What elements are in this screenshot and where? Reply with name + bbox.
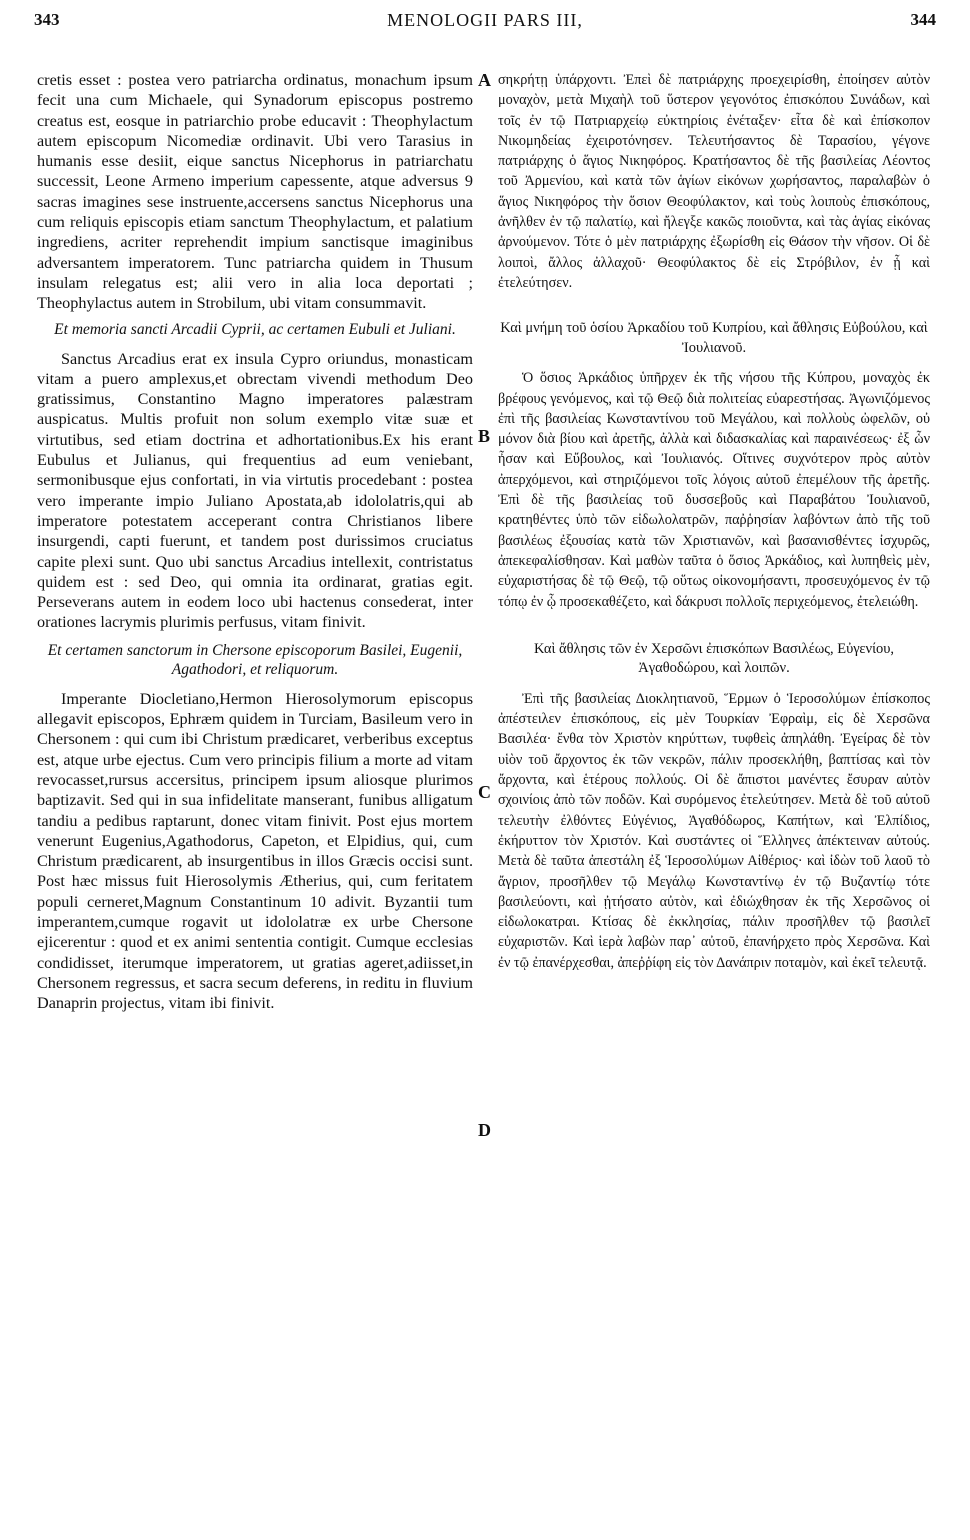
greek-heading-arcadius: Καὶ μνήμη τοῦ ὁσίου Ἀρκαδίου τοῦ Κυπρίου, καὶ ἄθλησις Εὐβούλου, καὶ Ἰουλιανοῦ. (500, 320, 928, 356)
page-number-right: 344 (910, 10, 936, 29)
running-title: MENOLOGII PARS III, (387, 10, 583, 30)
latin-paragraph-2: Sanctus Arcadius erat ex insula Cypro oriundus, monasticam vitam a puero amplexus,et obrectam vivendi methodum Deo gratissimus, Constantino Magno imperatores palæstram auspicatus. Multis profuit non solum exemplo vitæ suæ et virtutibus, sed etiam doctrina et adhortationibus.Ex his erant Eubulus et Julianus, qui frequentius ad eum veniebant, sermonibusque ejus confortati, in via virtutis procedebant : postea vero imperante impio Juliano Apostata,ab idololatris,qui ab imperatore potestatem acceperant contra Christianos libere insurgendi, capti fuerunt, et tandem post durissimos cruciatus capite plexi sunt. Quo ubi sanctus Arcadius intellexit, contristatus quidem est : sed Deo, qui omnia ita ordinarat, gratias egit. Perseverans autem in eodem loco ubi hactenus consederat, inter orationes lacrymis plurimis perfusus, vitam finivit. (37, 349, 473, 632)
latin-heading-arcadius: Et memoria sancti Arcadii Cyprii, ac certamen Eubuli et Juliani. (54, 320, 456, 338)
greek-column (498, 70, 930, 973)
greek-paragraph-2: Ὁ ὅσιος Ἀρκάδιος ὑπῆρχεν ἐκ τῆς νήσου τῆς Κύπρου, μοναχὸς ἐκ βρέφους γενόμενος, καὶ τῷ Θεῷ διὰ πολιτείας εὐαρεστήσας. Ἀγωνιζόμενος ἐπὶ τῆς βασιλείας Κωνσταντίνου τοῦ Μεγάλου, καὶ πολλοὺς ὠφελῶν, οὐ μόνον διὰ βίου καὶ ἀρετῆς, ἀλλὰ καὶ διδασκαλίας καὶ παραινέσεως· ἐξ ὧν ἦσαν καὶ Εὔβουλος, καὶ Ἰουλιανός. Οἵτινες συχνότερον πρὸς αὐτὸν ἀπερχόμενοι, καὶ στηριζόμενοι τοῖς λόγοις αὐτοῦ ἐπεμέλουν τῆς ἀρετῆς. Ἐπὶ δὲ τῆς βασιλείας τοῦ δυσσεβοῦς καὶ Παραβάτου Ἰουλιανοῦ, κρατηθέντες ὑπὸ τῶν εἰδωλολατρῶν, παῤῥησίαν λαβόντων ἀπὸ τῆς τοῦ βασιλέως ἐξουσίας κατὰ τῶν Χριστιανῶν, καὶ βασανισθέντες ἰσχυρῶς, ἀπεκεφαλίσθησαν. Καὶ μαθὼν ταῦτα ὁ ὅσιος Ἀρκάδιος, καὶ λυπηθεὶς μὲν, εὐχαριστήσας δὲ τῷ Θεῷ, τῷ οὕτως οἰκονομήσαντι, προσευχόμενος ἐν τῷ τόπῳ ἐν ᾧ προσεκαθέζετο, καὶ δάκρυσι πολλοῖς περιχεόμενος, ἐτελειώθη. (498, 370, 930, 610)
latin-column (37, 70, 473, 1013)
section-marker-b: B (478, 426, 491, 446)
greek-paragraph-3: Ἐπὶ τῆς βασιλείας Διοκλητιανοῦ, Ἕρμων ὁ Ἱεροσολύμων ἐπίσκοπος ἀπέστειλεν ἐπισκόπους, εἰς μὲν Τουρκίαν Ἐφραὶμ, εἰς δὲ Χερσῶνα Βασιλέα· ἔνθα τὸν Χριστὸν κηρύττων, τυφθεὶς ἀπηλάθη. Ἐγείρας δὲ τὸν υἱὸν τοῦ ἄρχοντος ἐκ τῶν νεκρῶν, πάλιν προσεκλήθη, βαπτίσας καὶ τὸν ἄρχοντα, καὶ ἑτέρους πολλούς. Οἱ δὲ ἄπιστοι μανέντες ἔσυραν αὐτὸν σχοινίοις ἀπὸ τῶν ποδῶν. Καὶ συρόμενος ἐτελεύτησεν. Μετὰ δὲ τοῦ αὐτοῦ τελευτὴν ἐλθόντες Εὐγένιος, Ἀγαθόδωρος, Καπήτων, καὶ Ἐλπίδιος, ἐκήρυττον τὸν Χριστόν. Καὶ συστάντες οἱ Ἕλληνες ἀπέκτειναν αὐτούς. Μετὰ δὲ ταῦτα ἀπεστάλη ἐξ Ἱεροσολύμων Αἰθέριος· καὶ ἰδὼν τοῦ λαοῦ τὸ ἄγριον, προσῆλθεν τῷ Μεγάλῳ Κωνσταντίνῳ ἐν τῷ Βυζαντίῳ τότε βασιλεύοντι, καὶ ᾐτήσατο αὐτὸν, καὶ ἐδιώχθησαν ἐκ τῆς Χερσῶνος οἱ εἰδωλοκατραι. Κτίσας δὲ ἐκκλησίας, πάλιν προσῆλθεν τῷ βασιλεῖ εὐχαριστῶν. Καὶ ἱερὰ λαβὼν παρ᾽ αὐτοῦ, ἐπανήρχετο πρὸς Χερσῶνα. Καὶ ἐν τῷ ἐπανέρχεσθαι, ἀπεῤῥίφη εἰς τὸν Δανάπριν ποταμὸν, καὶ ἐκεῖ τελευτᾷ. (498, 690, 930, 971)
latin-heading-chersone: Et certamen sanctorum in Chersone episcoporum Basilei, Eugenii, Agathodori, et reliquorum. (47, 641, 463, 678)
section-marker-d: D (478, 1120, 491, 1140)
page-number-left: 343 (34, 10, 60, 29)
section-marker-a: A (478, 70, 491, 90)
page-header (34, 10, 936, 40)
section-marker-c: C (478, 782, 491, 802)
greek-heading-chersone: Καὶ ἄθλησις τῶν ἐν Χερσῶνι ἐπισκόπων Βασιλέως, Εὐγενίου, Ἀγαθοδώρου, καὶ λοιπῶν. (533, 640, 895, 677)
latin-paragraph-3: Imperante Diocletiano,Hermon Hierosolymorum episcopus allegavit episcopos, Ephræm quidem in Turciam, Basileum vero in Chersonem : qui cum ibi Christum prædicaret, verberibus exceptus est, atque urbe ejectus. Cum vero principis filium a morte ad vitam revocasset,rursus accersitus, principem ipsum aliosque plurimos baptizavit. Sed qui in sua infidelitate manserant, funibus alligatum tandiu a pedibus raptarunt, donec vitam finivit. Post ejus mortem venerunt Eugenius,Agathodorus, Capeton, et Elpidius, qui, cum Christum prædicarent, ab insurgentibus in illos Græcis occisi sunt. Post hæc missus fuit Hierosolymis Ætherius, qui, cum feritatem populi cerneret,Magnum Constantinum 10 adivit. Byzantii tum imperantem,cumque rogavit ut idololatræ ex urbe Chersone ejicerentur : quod et ex animi sententia contigit. Cumque ecclesias condidisset, iterumque imperatorem, ut gratias ageret,adiisset,in Chersonem regressus, et sacra secum deferens, in reditu in fluvium Danaprin projectus, vitam ibi finivit. (37, 689, 473, 1013)
latin-paragraph-1: cretis esset : postea vero patriarcha ordinatus, monachum ipsum fecit una cum Michaele, qui Synadorum episcopus postremo creatus est, eosque in patriarchio probe educavit : Theophylactum autem episcopum Nicomediæ ordinavit. Ubi vero Tarasius in humanis esse desiit, eique sanctus Nicephorus in patriarchatu successit, Leone Armeno imperium capessente, atque adversus 9 sacras imagines sese instruente,accersens sanctus Nicephorus una cum reliquis episcopis etiam sanctum Theophylactum, et palatium ingrediens, acriter reprehendit impium sanctisque imaginibus adversantem imperatorem. Tunc patriarcha quidem in Thusum insulam relegatus est; alii vero in alia loca deportati ; Theophylactus autem in Strobilum, ubi vitam consummavit. (37, 71, 473, 313)
greek-paragraph-1: σηκρήτῃ ὑπάρχοντι. Ἐπεὶ δὲ πατριάρχης προεχειρίσθη, ἐποίησεν αὐτὸν μοναχὸν, μετὰ Μιχαὴλ τοῦ ὕστερον γεγονότος ἐπισκόπου Συνάδων, καὶ τοῖς ἐν τῷ Πατριαρχείῳ εὐκτηρίοις ἐνέταξεν· εἶτα δὲ καὶ ἐπίσκοπον Νικομηδείας ἐχειροτόνησεν. Τελευτήσαντος δὲ Ταρασίου, γέγονε πατριάρχης ὁ ἅγιος Νικηφόρος. Κρατήσαντος δὲ τῆς βασιλείας Λέοντος τοῦ Ἀρμενίου, καὶ κατὰ τῶν ἁγίων εἰκόνων χωρήσαντος, παραλαβὼν ὁ ἅγιος Νικηφόρος τὴν ὅσιον Θεοφύλακτον, καὶ τοὺς λοιποὺς ἐπισκόπους, ἀνῆλθεν ἐν τῷ παλατίῳ, καὶ ἤλεγξε κακῶς ποιοῦντα, καὶ τὰς ἁγίας εἰκόνας ἀρνούμενον. Τότε ὁ μὲν πατριάρχης ἐξωρίσθη εἰς Θάσον τὴν νῆσον. Οἱ δὲ λοιποὶ, ἄλλος ἀλλαχοῦ· Θεοφύλακτος δὲ εἰς Στρόβιλον, ἐν ᾗ καὶ ἐτελεύτησεν. (498, 72, 930, 291)
